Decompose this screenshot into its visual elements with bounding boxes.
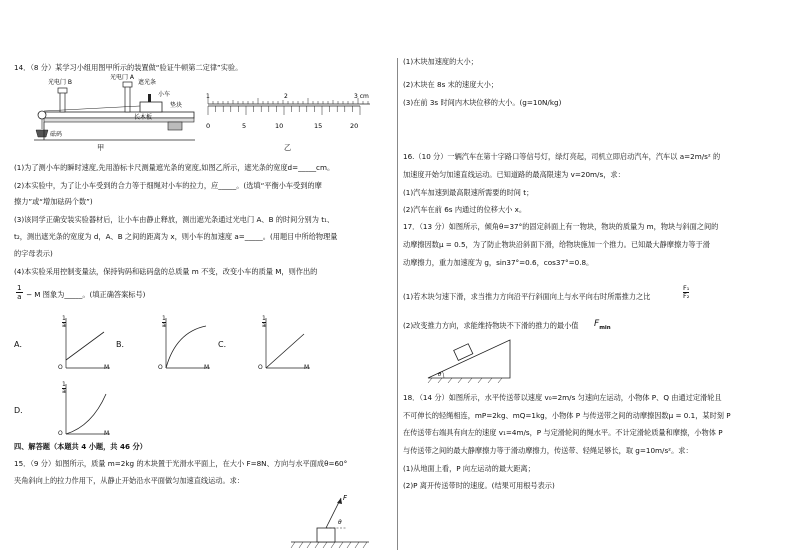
option-b-label: B． bbox=[116, 340, 130, 349]
column-divider bbox=[397, 58, 398, 550]
q14-part4b: − M 图象为_____。(填正确答案标号) bbox=[26, 290, 146, 299]
q15-stem-b: 夹角斜向上的拉力作用下，从静止开始沿水平面做匀加速直线运动。求： bbox=[14, 476, 245, 485]
q18-stem-d: 与传送带之间的最大静摩擦力等于滑动摩擦力，传送带、轻绳足够长，取 g=10m/s²。求： bbox=[403, 446, 693, 455]
q16-part2: (2)汽车在前 6s 内通过的位移大小 x。 bbox=[403, 205, 527, 214]
ruler-bottom-5: 5 bbox=[242, 122, 247, 130]
q17-stem-a: 17．（13 分）如图所示，倾角θ=37°的固定斜面上有一物块，物块的质量为 m，物块与斜面之间的 bbox=[403, 222, 719, 231]
q17-stem-b: 动摩擦因数μ = 0.5，为了防止物块沿斜面下滑，给物块施加一个推力。已知最大静摩擦力等于滑 bbox=[403, 240, 710, 249]
q18-stem-b: 不可伸长的轻绳相连，mP=2kg、mQ=1kg，小物体 P 与传送带之间的动摩擦因数μ = 0.1，某时刻 P bbox=[403, 411, 731, 420]
q15-part3: (3)在前 3s 时间内木块位移的大小。(g=10N/kg) bbox=[403, 98, 562, 107]
option-a-label: A． bbox=[14, 340, 28, 349]
q14-part4a: (4)本实验采用控制变量法，保持钩码和砝码盘的总质量 m 不变，改变小车的质量 M，则作出的 bbox=[14, 267, 318, 276]
label-weight: 砝码 bbox=[50, 131, 63, 138]
caption-yi: 乙 bbox=[284, 143, 292, 152]
q17-incline-figure bbox=[418, 332, 518, 384]
label-board: 长木板 bbox=[134, 114, 153, 121]
q16-part1: (1)汽车加速到最高限速所需要的时间 t； bbox=[403, 188, 534, 197]
q17-part1: (1)若木块匀速下滑，求当推力方向沿平行斜面向上与水平向右时所需推力之比 bbox=[403, 292, 651, 301]
q17-fmin-symbol: $F_{min}$ bbox=[594, 319, 611, 331]
q14-part3c: 的字母表示) bbox=[14, 249, 53, 258]
q15-part1: (1)木块加速度的大小； bbox=[403, 57, 478, 66]
vernier-figure bbox=[200, 88, 375, 138]
graph-b-xlabel: M bbox=[204, 364, 210, 371]
label-shield: 遮光条 bbox=[138, 79, 157, 86]
option-d-label: D． bbox=[14, 406, 29, 415]
caption-jia: 甲 bbox=[97, 143, 105, 152]
graph-c-ylabel: 1 a bbox=[262, 315, 266, 329]
ruler-top-2: 2 bbox=[284, 93, 288, 100]
q15-part2: (2)木块在 8s 末的速度大小； bbox=[403, 80, 498, 89]
q15-stem-a: 15．（9 分）如图所示，质量 m=2kg 的木块置于光滑水平面上，在大小 F=8N、方向与水平面成θ=60° bbox=[14, 459, 348, 468]
label-gate-a: 光电门 A bbox=[110, 74, 135, 81]
graph-c-origin: O bbox=[258, 364, 263, 371]
graph-d-origin: O bbox=[58, 430, 63, 437]
label-gate-b: 光电门 B bbox=[48, 79, 73, 86]
ruler-bottom-15: 15 bbox=[314, 122, 323, 130]
q18-part2: (2)P 离开传送带时的速度。(结果可用根号表示) bbox=[403, 481, 555, 490]
graph-a-xlabel: M bbox=[104, 364, 110, 371]
q17-angle-label: θ bbox=[438, 372, 442, 378]
option-c-label: C． bbox=[218, 340, 232, 349]
label-block: 垫块 bbox=[170, 102, 183, 109]
section-heading: 四、解答题（本题共 4 小题，共 46 分） bbox=[14, 442, 147, 451]
apparatus-figure bbox=[30, 74, 200, 144]
ruler-bottom-0: 0 bbox=[206, 122, 211, 130]
ruler-top-1: 1 bbox=[206, 93, 210, 100]
q16-stem-a: 16.（10 分）一辆汽车在第十字路口等信号灯，绿灯亮起，司机立即启动汽车，汽车以 a=2m/s² 的 bbox=[403, 152, 721, 161]
graph-d-ylabel: 1 a bbox=[62, 381, 66, 395]
graph-a-ylabel: 1 a bbox=[62, 315, 66, 329]
label-cart: 小车 bbox=[158, 91, 171, 98]
q14-part2a: (2)本实验中，为了让小车受到的合力等于细绳对小车的拉力，应_____。(选填“平衡小车受到的摩 bbox=[14, 181, 322, 190]
graph-a-origin: O bbox=[58, 364, 63, 371]
q16-stem-b: 加速度开始匀加速直线运动。已知道路的最高限速为 v=20m/s，求： bbox=[403, 170, 625, 179]
q15-force-label: F bbox=[343, 494, 348, 502]
graph-c-xlabel: M bbox=[304, 364, 310, 371]
q17-ratio-fraction: F₁ F₂ bbox=[683, 284, 690, 301]
ruler-top-3: 3 cm bbox=[354, 93, 369, 100]
graph-b-ylabel: 1 a bbox=[162, 315, 166, 329]
q15-angle-label: θ bbox=[338, 519, 342, 526]
q14-part1: (1)为了测小车的瞬时速度,先用游标卡尺测量遮光条的宽度,如图乙所示，遮光条的宽度d=_____cm。 bbox=[14, 163, 335, 172]
graph-b-origin: O bbox=[158, 364, 163, 371]
q14-stem: 14．（8 分）某学习小组用图甲所示的装置做“验证牛顿第二定律”实验。 bbox=[14, 63, 243, 72]
q14-part3b: t₂，测出遮光条的宽度为 d，A、B 之间的距离为 x，则小车的加速度 a=_____。(用题目中所给物理量 bbox=[14, 232, 338, 241]
q17-stem-c: 动摩擦力，重力加速度为 g，sin37°=0.6，cos37°=0.8。 bbox=[403, 258, 594, 267]
p4-fraction: 1 a bbox=[17, 283, 22, 301]
q14-part3a: (3)该同学正确安装实验器材后，让小车由静止释放，测出遮光条通过光电门 A、B 的时间分别为 t₁、 bbox=[14, 215, 335, 224]
q14-part2b: 擦力”或“增加砝码个数”) bbox=[14, 197, 93, 206]
ruler-bottom-10: 10 bbox=[275, 122, 284, 130]
q18-stem-c: 在传送带右端具有向左的速度 v₁=4m/s，P 与定滑轮间的绳水平。不计定滑轮质量和摩擦，小物体 P bbox=[403, 428, 723, 437]
ruler-bottom-20: 20 bbox=[350, 122, 359, 130]
q18-stem-a: 18．（14 分）如图所示，水平传送带以速度 v₀=2m/s 匀速向左运动，小物体 P、Q 由通过定滑轮且 bbox=[403, 393, 722, 402]
q18-part1: (1)从地面上看，P 向左运动的最大距离； bbox=[403, 464, 535, 473]
q15-figure bbox=[285, 492, 375, 552]
q17-part2: (2)改变推力方向，求能维持物块不下滑的推力的最小值 bbox=[403, 321, 579, 330]
graph-d-xlabel: M bbox=[104, 430, 110, 437]
